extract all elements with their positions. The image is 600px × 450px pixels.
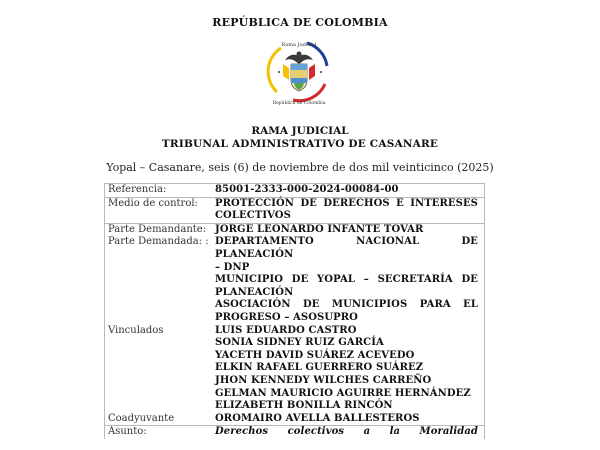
value-referencia [215,184,484,197]
coadyuvante-name: OROMAIRO AVELLA BALLESTEROS [215,412,420,424]
row-parte-demandante [105,224,484,237]
label-referencia: Referencia: [108,184,167,195]
svg-text:Rama Judicial: Rama Judicial [281,42,317,48]
label-parte-demandada: Parte Demandada: : [108,236,209,248]
value-parte-demandada [215,236,484,324]
vinculado-name: YACETH DAVID SUÁREZ ACEVEDO [215,349,415,361]
medio-control-line: PROTECCIÓN DE DERECHOS E INTERESES [215,197,478,209]
org-heading-tribunal: TRIBUNAL ADMINISTRATIVO DE CASANARE [161,138,439,150]
row-asunto [105,426,484,439]
value-coadyuvante [215,413,484,426]
country-heading: REPÚBLICA DE COLOMBIA [212,16,388,29]
asunto-line: Derechos colectivos a la Moralidad [215,426,478,438]
label-coadyuvante: Coadyuvante [108,412,175,424]
org-heading-rama-judicial: RAMA JUDICIAL [251,125,349,137]
demandada-line: ASOCIACIÓN DE MUNICIPIOS PARA EL [215,299,478,311]
row-medio-de-control [105,198,484,224]
row-parte-demandada [105,236,484,324]
vinculado-name: GELMAN MAURICIO AGUIRRE HERNÁNDEZ [215,387,471,399]
demandada-line: MUNICIPIO DE YOPAL – SECRETARÍA DE [215,274,478,286]
colombia-coat-of-arms-icon [263,34,335,108]
value-parte-demandante [215,224,484,237]
vinculado-name: LUIS EDUARDO CASTRO [215,324,357,336]
medio-control-line: COLECTIVOS [215,210,291,222]
demandada-line: PLANEACIÓN [215,286,294,298]
vinculado-name: JHON KENNEDY WILCHES CARREÑO [215,374,432,386]
value-asunto [215,426,484,439]
row-vinculados [105,325,484,413]
demandada-line: – DNP [215,261,250,273]
demandada-line: DEPARTAMENTO NACIONAL DE PLANEACIÓN [215,236,478,260]
case-info-table [104,183,485,439]
label-asunto: Asunto: [108,426,147,438]
vinculado-name: ELKIN RAFAEL GUERRERO SUÁREZ [215,362,424,374]
row-referencia [105,184,484,198]
value-medio-de-control [215,198,484,223]
demandada-line: PROGRESO – ASOSUPRO [215,311,358,323]
vinculado-name: SONIA SIDNEY RUIZ GARCÍA [215,337,384,349]
case-number: 85001-2333-000-2024-00084-00 [215,184,399,195]
vinculado-name: ELIZABETH BONILLA RINCÓN [215,400,393,412]
label-parte-demandante: Parte Demandante: [108,223,207,235]
value-vinculados [215,325,484,413]
row-coadyuvante [105,413,484,427]
svg-text:República de Colombia: República de Colombia [272,101,326,106]
label-vinculados: Vinculados [108,324,164,336]
dateline: Yopal – Casanare, seis (6) de noviembre de dos mil veinticinco (2025) [106,161,494,174]
demandante-name: JORGE LEONARDO INFANTE TOVAR [215,223,424,235]
label-medio-de-control: Medio de control: [108,197,198,209]
